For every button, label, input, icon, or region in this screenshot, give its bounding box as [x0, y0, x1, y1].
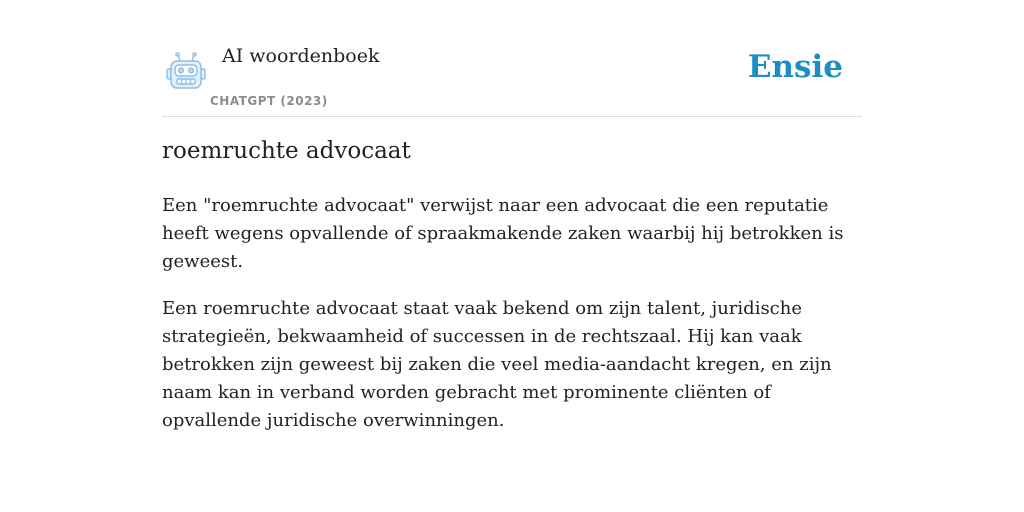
- entry-container: [162, 0, 862, 431]
- entry-header: [162, 0, 862, 117]
- entry-term: roemruchte advocaat: [162, 138, 411, 164]
- source-label: CHATGPT (2023): [210, 94, 328, 108]
- definition-paragraph: Een roemruchte advocaat staat vaak bekend om zijn talent, juridische strategieën, bekwaamheid of successen in de rechtszaal. Hij kan vaak betrokken zijn geweest bij zaken die veel media-aandacht kregen, en zijn naam kan in verband worden gebracht met prominente cliënten of opvallende juridische overwinningen.: [162, 298, 832, 431]
- ensie-logo[interactable]: Ensie: [747, 49, 843, 85]
- robot-icon: [166, 52, 206, 90]
- dictionary-name[interactable]: AI woordenboek: [222, 45, 380, 67]
- definition-paragraph: Een "roemruchte advocaat" verwijst naar een advocaat die een reputatie heeft wegens opvallende of spraakmakende zaken waarbij hij betrokken is geweest.: [162, 195, 844, 272]
- entry-definition: [162, 192, 862, 454]
